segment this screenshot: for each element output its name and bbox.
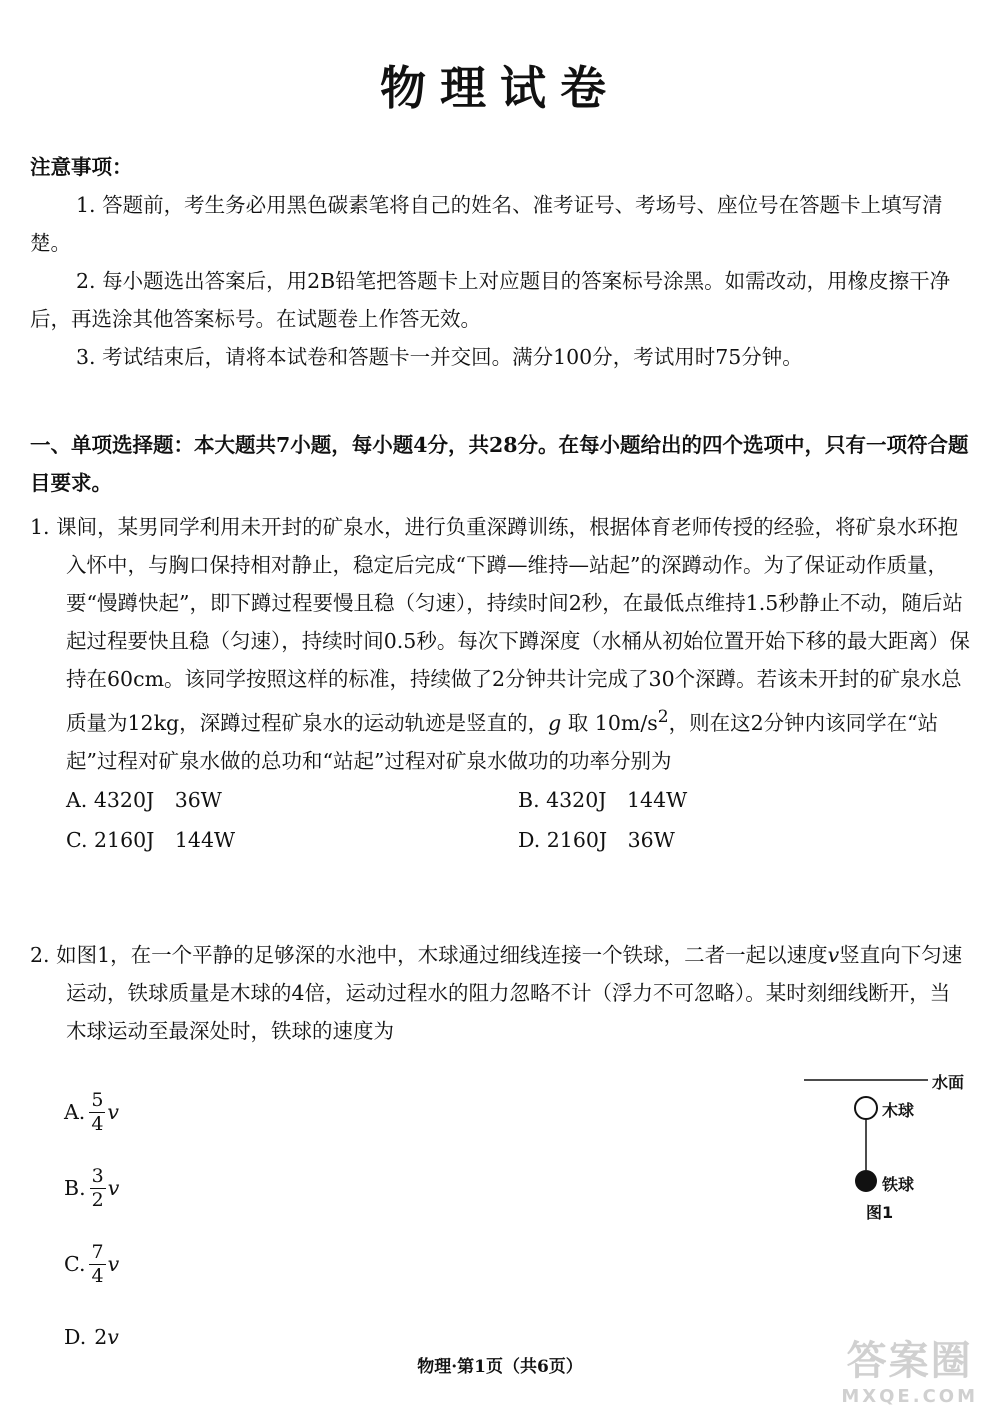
q2-option-d-value: 2 [94, 1325, 108, 1349]
v-symbol: v [827, 943, 840, 967]
question-2 [30, 936, 970, 1050]
notice-section [30, 148, 970, 376]
notice-item-3: 3. 考试结束后，请将本试卷和答题卡一并交回。满分100分，考试用时75分钟。 [76, 345, 803, 369]
page-title: 物理试卷 [380, 61, 620, 115]
section-1 [30, 426, 970, 502]
figure-caption: 图1 [866, 1203, 894, 1222]
question-1-stem-end: ，则在这2分钟内该同学在“站起”过程对矿泉水做的总功和“站起”过程对矿泉水做功的功率分别为 [66, 710, 939, 773]
page-footer: 物理·第1页（共6页） [417, 1357, 583, 1377]
velocity-symbol: v [107, 1252, 120, 1276]
option-c: C. 2160J 144W [66, 827, 236, 852]
fraction [89, 1088, 105, 1135]
question-1-options [30, 780, 970, 860]
velocity-symbol: v [107, 1176, 120, 1200]
question-2-text [30, 936, 970, 1050]
q2-option-b [64, 1150, 364, 1226]
option-d: D. 2160J 36W [518, 827, 675, 852]
question-1 [30, 508, 970, 860]
q2-option-b-label: B. [64, 1176, 86, 1200]
wood-ball-label: 木球 [882, 1101, 915, 1120]
question-1-text [30, 508, 970, 780]
fraction [90, 1164, 106, 1211]
fraction [89, 1240, 105, 1287]
iron-ball-label: 铁球 [882, 1175, 915, 1194]
watermark-logo-text: 答案圈 [846, 1338, 973, 1384]
question-1-stem: 1. 课间，某男同学利用未开封的矿泉水，进行负重深蹲训练，根据体育老师传授的经验，将矿泉水环抱入怀中，与胸口保持相对静止，稳定后完成“下蹲—维持—站起”的深蹲动作。为了保证动作质量，要“慢蹲快起”，即下蹲过程要慢且稳（匀速），持续时间2秒，在最低点维持1.5秒静止不动，随后站起过程要快且稳（匀速），持续时间0.5秒。每次下蹲深度（水桶从初始位置开始下移的最大距离）保持在60cm。该同学按照这样的标准，持续做了2分钟共计完成了30个深蹲。若该未开封的矿泉水总质量为12kg，深蹲过程矿泉水的运动轨迹是竖直的， [30, 515, 970, 735]
figure-1 [800, 1066, 975, 1226]
notice-heading: 注意事项： [30, 155, 133, 179]
option-b: B. 4320J 144W [518, 787, 688, 812]
q2-option-a [64, 1074, 364, 1150]
notice-item-1: 1. 答题前，考生务必用黑色碳素笔将自己的姓名、准考证号、考场号、座位号在答题卡上填写清楚。 [30, 193, 943, 255]
wood-ball [855, 1097, 877, 1119]
watermark [841, 1329, 978, 1407]
denominator: 4 [91, 1264, 104, 1287]
q2-option-a-label: A. [64, 1100, 86, 1124]
numerator: 7 [91, 1240, 104, 1263]
q2-option-d-label: D. [64, 1325, 87, 1349]
velocity-symbol: v [107, 1100, 120, 1124]
q2-option-c [64, 1226, 364, 1302]
denominator: 4 [91, 1112, 104, 1135]
water-surface-label: 水面 [932, 1073, 965, 1092]
velocity-symbol: v [107, 1325, 119, 1349]
notice-item-2: 2. 每小题选出答案后，用2B铅笔把答题卡上对应题目的答案标号涂黑。如需改动，用橡皮擦干净后，再选涂其他答案标号。在试题卷上作答无效。 [30, 269, 951, 331]
numerator: 3 [91, 1164, 104, 1187]
section-1-heading: 一、单项选择题：本大题共7小题，每小题4分，共28分。在每小题给出的四个选项中，只有一项符合题目要求。 [30, 433, 969, 495]
g-exponent: 2 [657, 707, 669, 727]
g-value: 取 10m/s [561, 710, 658, 735]
g-symbol: g [548, 710, 562, 735]
question-2-stem-b: 竖直向下匀速运动，铁球质量是木球的4倍，运动过程水的阻力忽略不计（浮力不可忽略）。某时刻细线断开，当木球运动至最深处时，铁球的速度为 [66, 943, 963, 1043]
option-a: A. 4320J 36W [66, 787, 222, 812]
question-2-options [64, 1074, 364, 1372]
q2-option-c-label: C. [64, 1252, 86, 1276]
numerator: 5 [91, 1088, 104, 1111]
question-2-stem-a: 2. 如图1，在一个平静的足够深的水池中，木球通过细线连接一个铁球，二者一起以速度 [30, 943, 828, 967]
watermark-url: MXQE.COM [841, 1386, 978, 1407]
denominator: 2 [91, 1188, 104, 1211]
iron-ball [855, 1170, 877, 1192]
